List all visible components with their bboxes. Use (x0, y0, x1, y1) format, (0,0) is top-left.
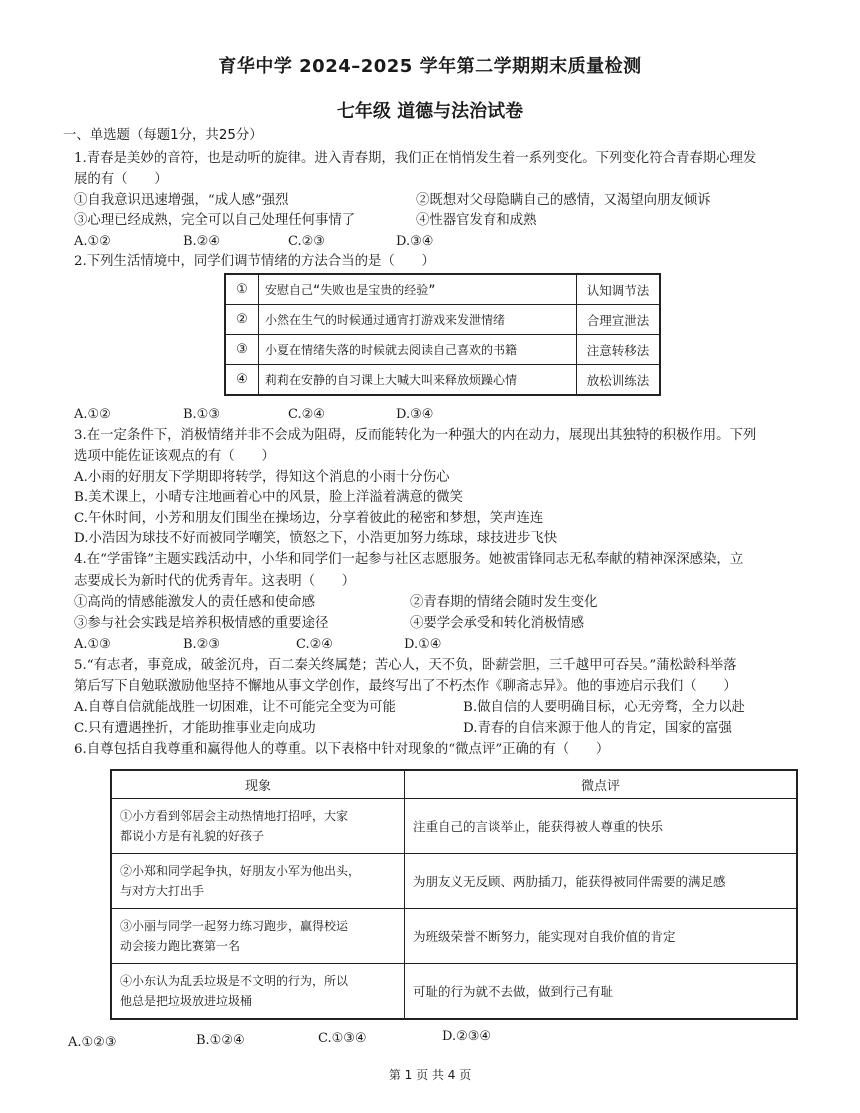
phenomenon-line: 他总是把垃圾放进垃圾桶 (120, 994, 253, 1008)
q4-statement-4: ④要学会承受和转化消极情感 (410, 616, 585, 631)
q2-option-d: D.③④ (396, 407, 434, 422)
q6-option-a: A.①②③ (68, 1035, 117, 1050)
row-number: ② (225, 305, 259, 335)
q5-option-b: B.做自信的人要明确目标，心无旁骛，全力以赴 (463, 700, 745, 715)
phenomenon-line: ①小方看到邻居会主动热情地打招呼，大家 (120, 809, 349, 823)
q4-option-a: A.①③ (74, 637, 111, 652)
exam-title: 育华中学 2024–2025 学年第二学期期末质量检测 (218, 56, 642, 77)
q5-option-a: A.自尊自信就能战胜一切困难，让不可能完全变为可能 (74, 700, 396, 715)
table-row (225, 335, 660, 365)
q6-option-c: C.①③④ (318, 1031, 367, 1046)
table-row (225, 365, 660, 396)
q6-stem: 6.自尊包括自我尊重和赢得他人的尊重。以下表格中针对现象的“微点评”正确的有（ ） (74, 742, 610, 757)
q5-option-d: D.青春的自信来源于他人的肯定，国家的富强 (463, 721, 732, 736)
q1-option-c: C.②③ (288, 234, 325, 249)
q1-stem-line1: 1.青春是美妙的音符，也是动听的旋律。进入青春期，我们正在悄悄发生着一系列变化。下列变化符合青春期心理发 (74, 151, 757, 166)
row-method: 注意转移法 (577, 335, 661, 365)
phenomenon-line: ④小东认为乱丢垃圾是不文明的行为，所以 (120, 974, 349, 988)
table-row (111, 799, 797, 854)
q3-stem-line1: 3.在一定条件下，消极情绪并非不会成为阻碍，反而能转化为一种强大的内在动力，展现出其独特的积极作用。下列 (74, 428, 757, 443)
row-method: 合理宣泄法 (577, 305, 661, 335)
q1-option-b: B.②④ (183, 234, 220, 249)
q2-table (224, 273, 661, 396)
q6-option-b: B.①②④ (196, 1033, 245, 1048)
phenomenon-line: 与对方大打出手 (120, 884, 205, 898)
row-situation: 安慰自己“失败也是宝贵的经验” (259, 274, 577, 305)
comment-cell: 可耻的行为就不去做，做到行己有耻 (405, 964, 798, 1020)
q3-stem-line2: 选项中能佐证该观点的有（ ） (74, 449, 275, 464)
table-row (111, 964, 797, 1020)
comment-cell: 注重自己的言谈举止，能获得被人尊重的快乐 (405, 799, 798, 854)
q4-option-c: C.②④ (296, 637, 333, 652)
q4-stem-line2: 志要成长为新时代的优秀青年。这表明（ ） (74, 574, 356, 589)
q4-option-d: D.①④ (404, 637, 442, 652)
phenomenon-cell (111, 854, 405, 909)
q1-statement-3: ③心理已经成熟，完全可以自己处理任何事情了 (74, 213, 356, 228)
row-method: 认知调节法 (577, 274, 661, 305)
row-situation: 小夏在情绪失落的时候就去阅读自己喜欢的书籍 (259, 335, 577, 365)
table-row (111, 854, 797, 909)
row-method: 放松训练法 (577, 365, 661, 396)
phenomenon-line: ②小郑和同学起争执，好朋友小军为他出头， (120, 864, 361, 878)
q4-statement-1: ①高尚的情感能激发人的责任感和使命感 (74, 595, 316, 610)
phenomenon-line: ③小丽与同学一起努力练习跑步，赢得校运 (120, 919, 349, 933)
page-footer: 第 1 页 共 4 页 (388, 1068, 472, 1082)
column-header-phenomenon: 现象 (111, 770, 405, 799)
table-row (225, 305, 660, 335)
row-number: ③ (225, 335, 259, 365)
phenomenon-line: 都说小方是有礼貌的好孩子 (120, 829, 265, 843)
column-header-comment: 微点评 (405, 770, 798, 799)
q4-stem-line1: 4.在“学雷锋”主题实践活动中，小华和同学们一起参与社区志愿服务。她被雷锋同志无私奉献的精神深深感染，立 (74, 552, 744, 567)
table-row (225, 274, 660, 305)
q5-stem-line1: 5.“有志者，事竟成，破釜沉舟，百二秦关终属楚；苦心人，天不负，卧薪尝胆，三千越甲可吞吴。”蒲松龄科举落 (74, 658, 737, 673)
q6-option-d: D.②③④ (442, 1029, 492, 1044)
row-situation: 莉莉在安静的自习课上大喊大叫来释放烦躁心情 (259, 365, 577, 396)
q1-stem-line2: 展的有（ ） (74, 172, 168, 187)
row-situation: 小然在生气的时候通过通宵打游戏来发泄情绪 (259, 305, 577, 335)
q3-option-b: B.美术课上，小晴专注地画着心中的风景，脸上洋溢着满意的微笑 (74, 490, 464, 505)
q2-stem: 2.下列生活情境中，同学们调节情绪的方法合当的是（ ） (74, 254, 435, 269)
q5-stem-line2: 第后写下自勉联激励他坚持不懈地从事文学创作，最终写出了不朽杰作《聊斋志异》。他的事迹启示我们（ ） (74, 679, 737, 694)
q6-table (110, 769, 798, 1020)
comment-cell: 为班级荣誉不断努力，能实现对自我价值的肯定 (405, 909, 798, 964)
q4-statement-2: ②青春期的情绪会随时发生变化 (410, 595, 598, 610)
phenomenon-cell (111, 799, 405, 854)
exam-subtitle: 七年级 道德与法治试卷 (336, 101, 524, 122)
q1-option-a: A.①② (74, 234, 111, 249)
phenomenon-cell (111, 909, 405, 964)
q4-statement-3: ③参与社会实践是培养积极情感的重要途径 (74, 616, 329, 631)
table-header-row (111, 770, 797, 799)
phenomenon-line: 动会接力跑比赛第一名 (120, 939, 241, 953)
row-number: ① (225, 274, 259, 305)
q3-option-c: C.午休时间，小芳和朋友们围坐在操场边，分享着彼此的秘密和梦想，笑声连连 (74, 511, 544, 526)
q4-option-b: B.②③ (183, 637, 220, 652)
q2-option-a: A.①② (74, 407, 111, 422)
q1-statement-1: ①自我意识迅速增强，“成人感”强烈 (74, 193, 289, 208)
q3-option-a: A.小雨的好朋友下学期即将转学，得知这个消息的小雨十分伤心 (74, 470, 450, 485)
q5-option-c: C.只有遭遇挫折，才能助推事业走向成功 (74, 721, 316, 736)
row-number: ④ (225, 365, 259, 396)
table-row (111, 909, 797, 964)
q3-option-d: D.小浩因为球技不好而被同学嘲笑，愤怒之下，小浩更加努力练球，球技进步飞快 (74, 531, 558, 546)
phenomenon-cell (111, 964, 405, 1020)
q2-option-c: C.②④ (288, 407, 325, 422)
comment-cell: 为朋友义无反顾、两肋插刀，能获得被同伴需要的满足感 (405, 854, 798, 909)
section-heading: 一、单选题（每题1分，共25分） (63, 128, 263, 143)
q1-statement-2: ②既想对父母隐瞒自己的感情，又渴望向朋友倾诉 (416, 193, 711, 208)
q1-statement-4: ④性器官发育和成熟 (416, 213, 537, 228)
q2-option-b: B.①③ (183, 407, 220, 422)
q1-option-d: D.③④ (396, 234, 434, 249)
